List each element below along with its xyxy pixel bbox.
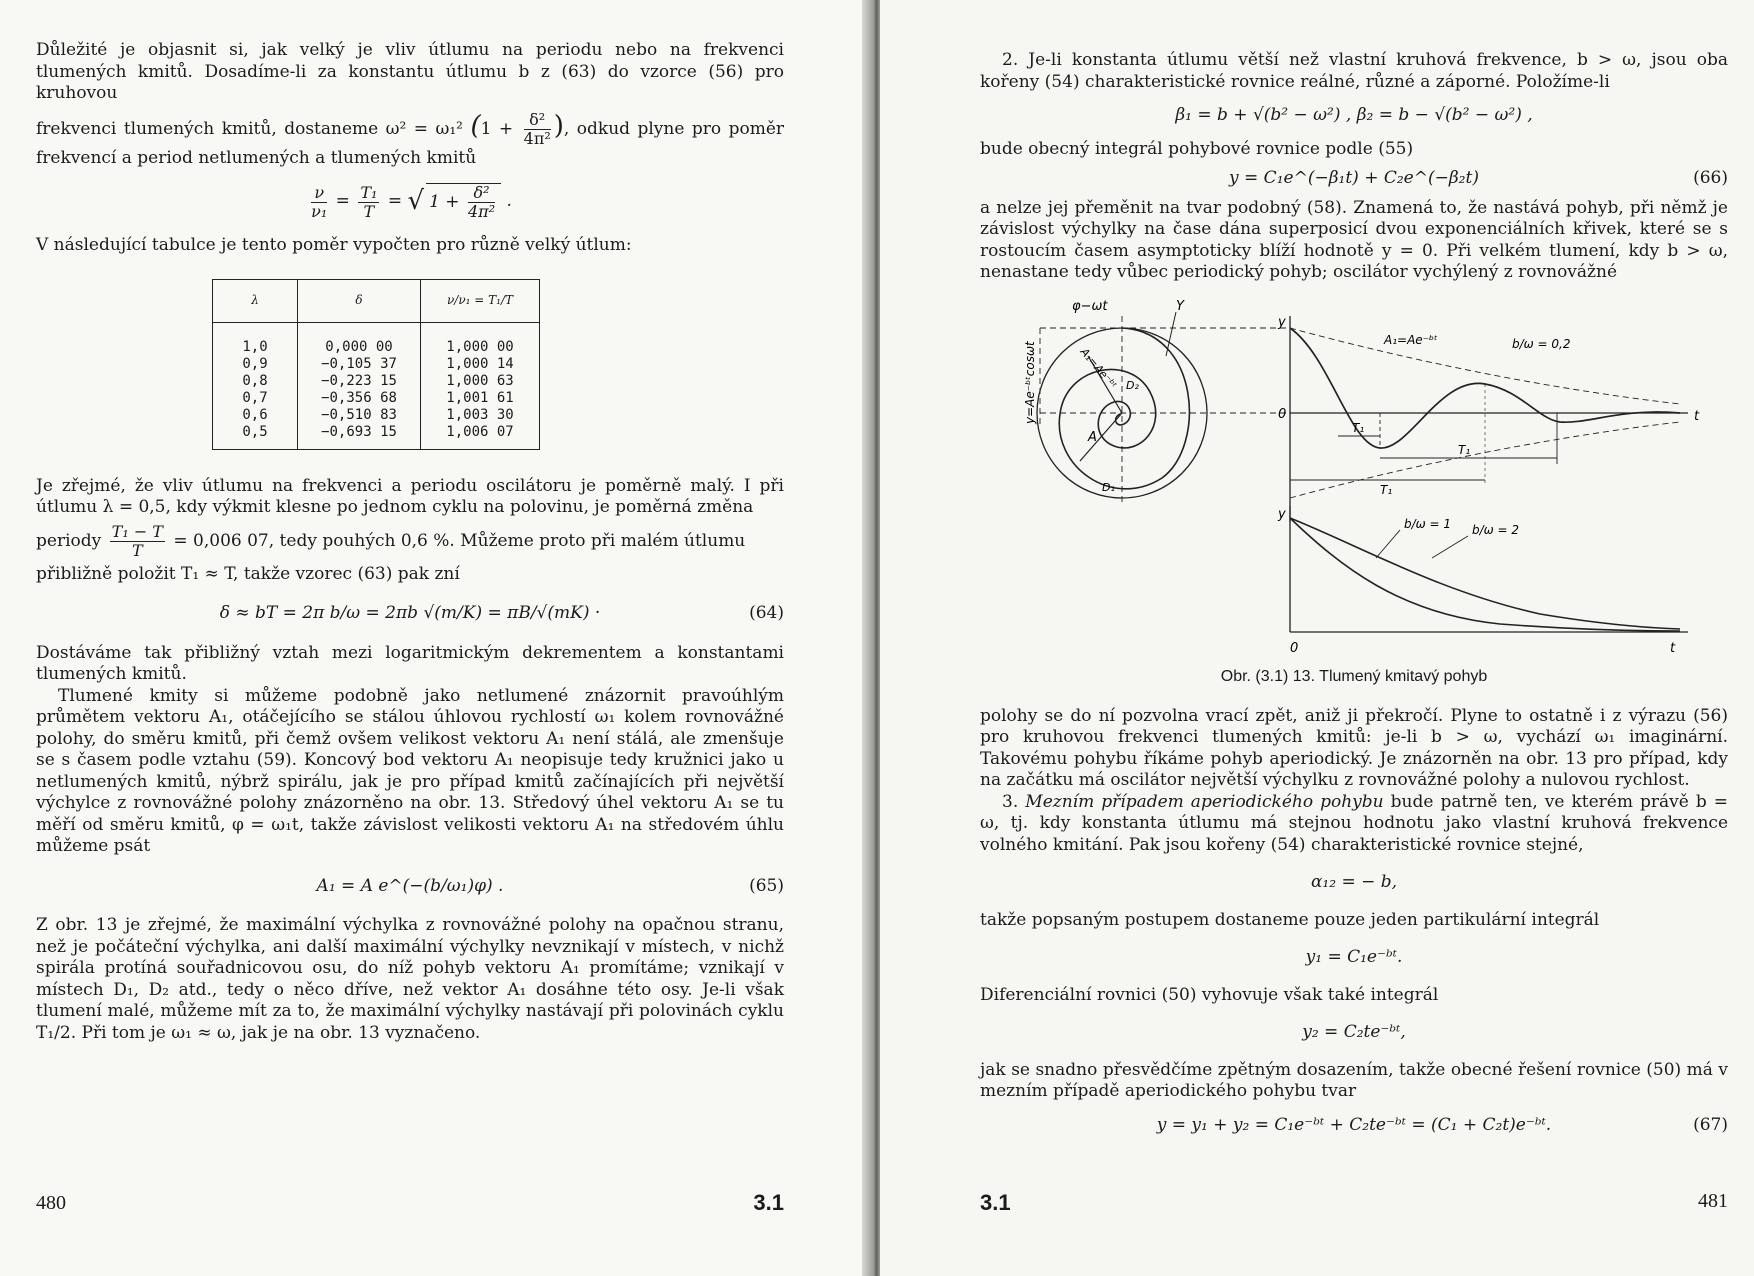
phasor-spiral-diagram	[1037, 312, 1290, 506]
paragraph: Je zřejmé, že vliv útlumu na frekvenci a periodu oscilátoru je poměrně malý. I při útlumu λ = 0,5, kdy výkmit klesne po jednom cyklu na polovinu, je poměrná změna	[36, 475, 784, 517]
item-number: 3.	[1002, 791, 1019, 812]
table-cell: 0,5	[213, 424, 298, 450]
paragraph	[980, 792, 1728, 857]
equation-ratio: $\frac{\nu}{\text{ν₁}}$ = $\frac{\text{T₁}}{T}$ = √ 1 + $\frac{\text{δ²}}{\text{4π²}}$ .	[311, 182, 512, 221]
paragraph	[36, 523, 784, 560]
label-0: 0	[1278, 406, 1287, 422]
table-cell: −0,356 68	[298, 390, 421, 407]
text: , odkud plyne pro poměr frekvencí a period netlumených a tlumených kmitů	[36, 118, 785, 168]
label-A1-spiral: A₁=Ae⁻ᵇᵗ	[1077, 345, 1120, 392]
fraction	[110, 523, 165, 560]
table-cell: 1,000 63	[421, 373, 540, 390]
paragraph: polohy se do ní pozvolna vrací zpět, aniž ji překročí. Plyne to ostatně i z výrazu (56) pro kruhovou frekvenci tlumených kmitů: je-li b > ω, vychází ω₁ imaginární. Takovému pohybu říkáme pohyb aperiodický. Je znázorněn na obr. 13 pro případ, kdy na začátku má oscilátor největší výchylku z rovnovážné polohy a nulovou rychlost.	[980, 705, 1728, 790]
denominator: T	[131, 540, 143, 560]
table-cell: 0,8	[213, 373, 298, 390]
vector-A	[1080, 413, 1122, 461]
label-T1-c: T₁	[1380, 482, 1393, 497]
equation-number: (65)	[749, 875, 784, 896]
label-leader	[1432, 536, 1468, 558]
figure-13	[980, 296, 1728, 692]
equation-text: y₁ = C₁e⁻ᵇᵗ.	[1305, 947, 1403, 967]
section-number: 3.1	[753, 1190, 784, 1215]
paragraph: takže popsaným postupem dostaneme pouze jeden partikulární integrál	[980, 909, 1600, 930]
table-cell: 1,0	[213, 322, 298, 356]
paragraph: frekvenci tlumených kmitů, dostaneme ω² = ω₁² (1 + $\frac{\text{δ²}}{\text{4π²}}$ ), odkud plyne pro poměr frekvencí a period netlumených a tlumených kmitů	[36, 109, 785, 168]
table-header: δ	[298, 279, 421, 322]
paragraph: bude obecný integrál pohybové rovnice podle (55)	[980, 138, 1414, 159]
radicand: 1 + $\frac{\text{δ²}}{\text{4π²}}$	[426, 183, 501, 221]
equation-text: A₁ = A e^(−(b/ω₁)φ) .	[316, 875, 504, 896]
equation-67	[980, 1115, 1728, 1137]
paragraph: 2. Je-li konstanta útlumu větší než vlastní kruhová frekvence, b > ω, jsou oba kořeny (54) charakteristické rovnice reálné, různé a záporné. Položíme-li	[980, 50, 1728, 92]
label-t: t	[1694, 408, 1700, 424]
equation-text: β₁ = b + √(b² − ω²) , β₂ = b − √(b² − ω²) ,	[1175, 105, 1533, 125]
equation-text: α₁₂ = − b,	[1310, 872, 1398, 892]
paragraph: jak se snadno přesvědčíme zpětným dosazením, takže obecné řešení rovnice (50) má v mezním případě aperiodického pohybu tvar	[980, 1059, 1728, 1101]
table-header: ν/ν₁ = T₁/T	[421, 279, 540, 322]
numerator: T₁ − T	[111, 521, 163, 541]
table-cell: 0,7	[213, 390, 298, 407]
paragraph: Tlumené kmity si můžeme podobně jako netlumené znázornit pravoúhlým průmětem vektoru A₁, otáčejícího se stálou úhlovou rychlostí ω₁ kolem rovnovážné polohy, do směru kmitů, při čemž ovšem velikost vektoru A₁ není stálá, ale zmenšuje se s časem podle vztahu (59). Koncový bod vektoru A₁ neopisuje tedy kružnici jako u netlumených kmitů, nýbrž spirálu, jak je pro případ kmitů začínajících při největší výchylce z rovnovážné polohy znázorněno na obr. 13. Středový úhel vektoru A₁ se tu měří od směru kmitů, φ = ω₁t, takže závislost velikosti vektoru A₁ na středovém úhlu můžeme psát	[36, 685, 784, 856]
equation-beta	[980, 105, 1728, 127]
damped-oscillation-graph	[1290, 316, 1688, 522]
label-ratio-02: b/ω = 0,2	[1512, 336, 1571, 351]
fraction	[524, 111, 551, 148]
left-page-content	[36, 40, 784, 1044]
label-leader	[1376, 530, 1400, 558]
paragraph: přibližně položit T₁ ≈ T, takže vzorec (63) pak zní	[36, 563, 460, 584]
table-cell: 1,003 30	[421, 407, 540, 424]
math-inline: (	[470, 110, 481, 141]
paragraph: Dostáváme tak přibližný vztah mezi logaritmickým dekrementem a konstantami tlumených kmitů.	[36, 642, 784, 684]
damping-table	[212, 279, 540, 450]
emphasis: Mezním případem aperiodického pohybu	[1025, 791, 1384, 812]
Y-axis-marker	[1166, 312, 1176, 356]
equation-y1	[980, 947, 1728, 969]
label-D1: D₁	[1102, 480, 1115, 494]
right-page	[880, 0, 1754, 1276]
label-ratio-2: b/ω = 2	[1472, 522, 1520, 537]
paragraph: Diferenciální rovnici (50) vyhovuje však také integrál	[980, 984, 1439, 1005]
section-number: 3.1	[980, 1190, 1011, 1215]
table-cell: 1,006 07	[421, 424, 540, 450]
right-page-content	[980, 50, 1728, 1148]
text: periody	[36, 530, 102, 551]
table-cell: −0,223 15	[298, 373, 421, 390]
numerator: T₁	[360, 182, 378, 202]
fraction	[311, 184, 327, 221]
label-T1-a: T₁	[1352, 420, 1365, 435]
text: frekvenci tlumených kmitů, dostaneme ω² = ω₁²	[36, 118, 464, 139]
label-y-left: y=Ae⁻ᵇᵗcosωt	[1023, 340, 1037, 424]
numerator: δ²	[468, 184, 495, 203]
fraction	[358, 184, 379, 221]
page-number: 481	[1698, 1190, 1728, 1212]
table-header: λ	[213, 279, 298, 322]
equation-number: (66)	[1693, 168, 1728, 188]
label-D2: D₂	[1126, 378, 1139, 392]
table-cell: 1,000 14	[421, 356, 540, 373]
label-y2: y	[1278, 506, 1286, 522]
table-cell: 1,000 00	[421, 322, 540, 356]
denominator: T	[363, 201, 375, 221]
table-cell: −0,105 37	[298, 356, 421, 373]
equation-66	[980, 168, 1728, 190]
text: bude patrně ten, ve kterém právě b = ω, tj. kdy konstanta útlumu má stejnou hodnotu jako vlastní kruhová frekvence volného kmitání. Pak jsou kořeny (54) charakteristické rovnice stejné,	[980, 791, 1729, 855]
numerator: δ²	[524, 111, 551, 130]
equation-number: (64)	[749, 603, 784, 623]
paragraph: a nelze jej přeměnit na tvar podobný (58). Znamená to, že nastává pohyb, při němž je závislost výchylky na čase dána superposicí dvou exponenciálních křivek, které se s rostoucím časem asymptoticky blíží hodnotě y = 0. Při velkém tlumení, kdy b > ω, nenastane tedy vůbec periodický pohyb; oscilátor vychýlený z rovnovážné	[980, 197, 1728, 282]
table-cell: 0,000 00	[298, 322, 421, 356]
text: = 0,006 07, tedy pouhých 0,6 %. Můžeme proto při malém útlumu	[173, 530, 746, 551]
paragraph: V následující tabulce je tento poměr vypočten pro různě velký útlum:	[36, 235, 632, 255]
label-A: A	[1088, 429, 1097, 445]
paragraph: Z obr. 13 je zřejmé, že maximální výchylka z rovnovážné polohy na opačnou stranu, než je počáteční výchylka, ani další maximální výchylky nevznikají v místech, v nichž spirála protíná souřadnicovou osu, do níž pohyb vektoru A₁ promítáme; vznikají v místech D₁, D₂ atd., tedy o něco dříve, než vektor A₁ dosáhne této osy. Je-li však tlumení malé, můžeme mít za to, že maximální výchylky nastávají při polovinách cyklu T₁/2. Při tom je ω₁ ≈ ω, jak je na obr. 13 vyznačeno.	[36, 915, 784, 1043]
label-Y: Y	[1176, 298, 1184, 314]
page-number: 480	[36, 1192, 66, 1214]
label-0-lower: 0	[1290, 640, 1299, 656]
equation-y2	[980, 1022, 1728, 1044]
left-page	[0, 0, 868, 1276]
figure-caption: Obr. (3.1) 13. Tlumený kmitavý pohyb	[1220, 667, 1488, 685]
right-footer	[980, 1190, 1728, 1216]
denominator: ν₁	[311, 201, 328, 221]
equation-64	[36, 603, 784, 625]
equation-number: (67)	[1693, 1114, 1728, 1135]
equation-text: δ ≈ bT = 2π b/ω = 2πb √(m/K) = πB/√(mK) ·	[219, 603, 601, 623]
denominator: 4π²	[467, 202, 496, 221]
left-footer	[36, 1190, 784, 1215]
label-ratio-1: b/ω = 1	[1404, 516, 1452, 531]
fraction	[468, 184, 495, 221]
equation-text: y₂ = C₂te⁻ᵇᵗ,	[1302, 1022, 1406, 1042]
table-cell: 1,001 61	[421, 390, 540, 407]
label-phi: φ−ωt	[1072, 298, 1108, 314]
table-cell: −0,510 83	[298, 407, 421, 424]
table-cell: 0,6	[213, 407, 298, 424]
label-A1: A₁=Ae⁻ᵇᵗ	[1384, 332, 1438, 347]
equation-text: y = y₁ + y₂ = C₁e⁻ᵇᵗ + C₂te⁻ᵇᵗ = (C₁ + C₂t)e⁻ᵇᵗ.	[1156, 1114, 1552, 1135]
equation-65	[36, 876, 784, 898]
oscillation-curve	[1290, 328, 1680, 448]
equation-text: y = C₁e^(−β₁t) + C₂e^(−β₂t)	[1229, 168, 1479, 188]
numerator: ν	[311, 184, 327, 203]
damped-oscillation-figure	[980, 296, 1728, 666]
denominator: 4π²	[523, 128, 551, 148]
label-y-top: y	[1278, 314, 1286, 330]
label-t-lower: t	[1670, 640, 1676, 656]
table-cell: −0,693 15	[298, 424, 421, 450]
paragraph: Důležité je objasnit si, jak velký je vliv útlumu na periodu nebo na frekvenci tlumených kmitů. Dosadíme-li za konstantu útlumu b z (63) do vzorce (56) pro kruhovou	[36, 40, 784, 103]
equation-alpha	[980, 872, 1728, 894]
radical-sign: √	[407, 186, 425, 217]
table-cell: 0,9	[213, 356, 298, 373]
label-T1-b: T₁	[1458, 442, 1471, 457]
